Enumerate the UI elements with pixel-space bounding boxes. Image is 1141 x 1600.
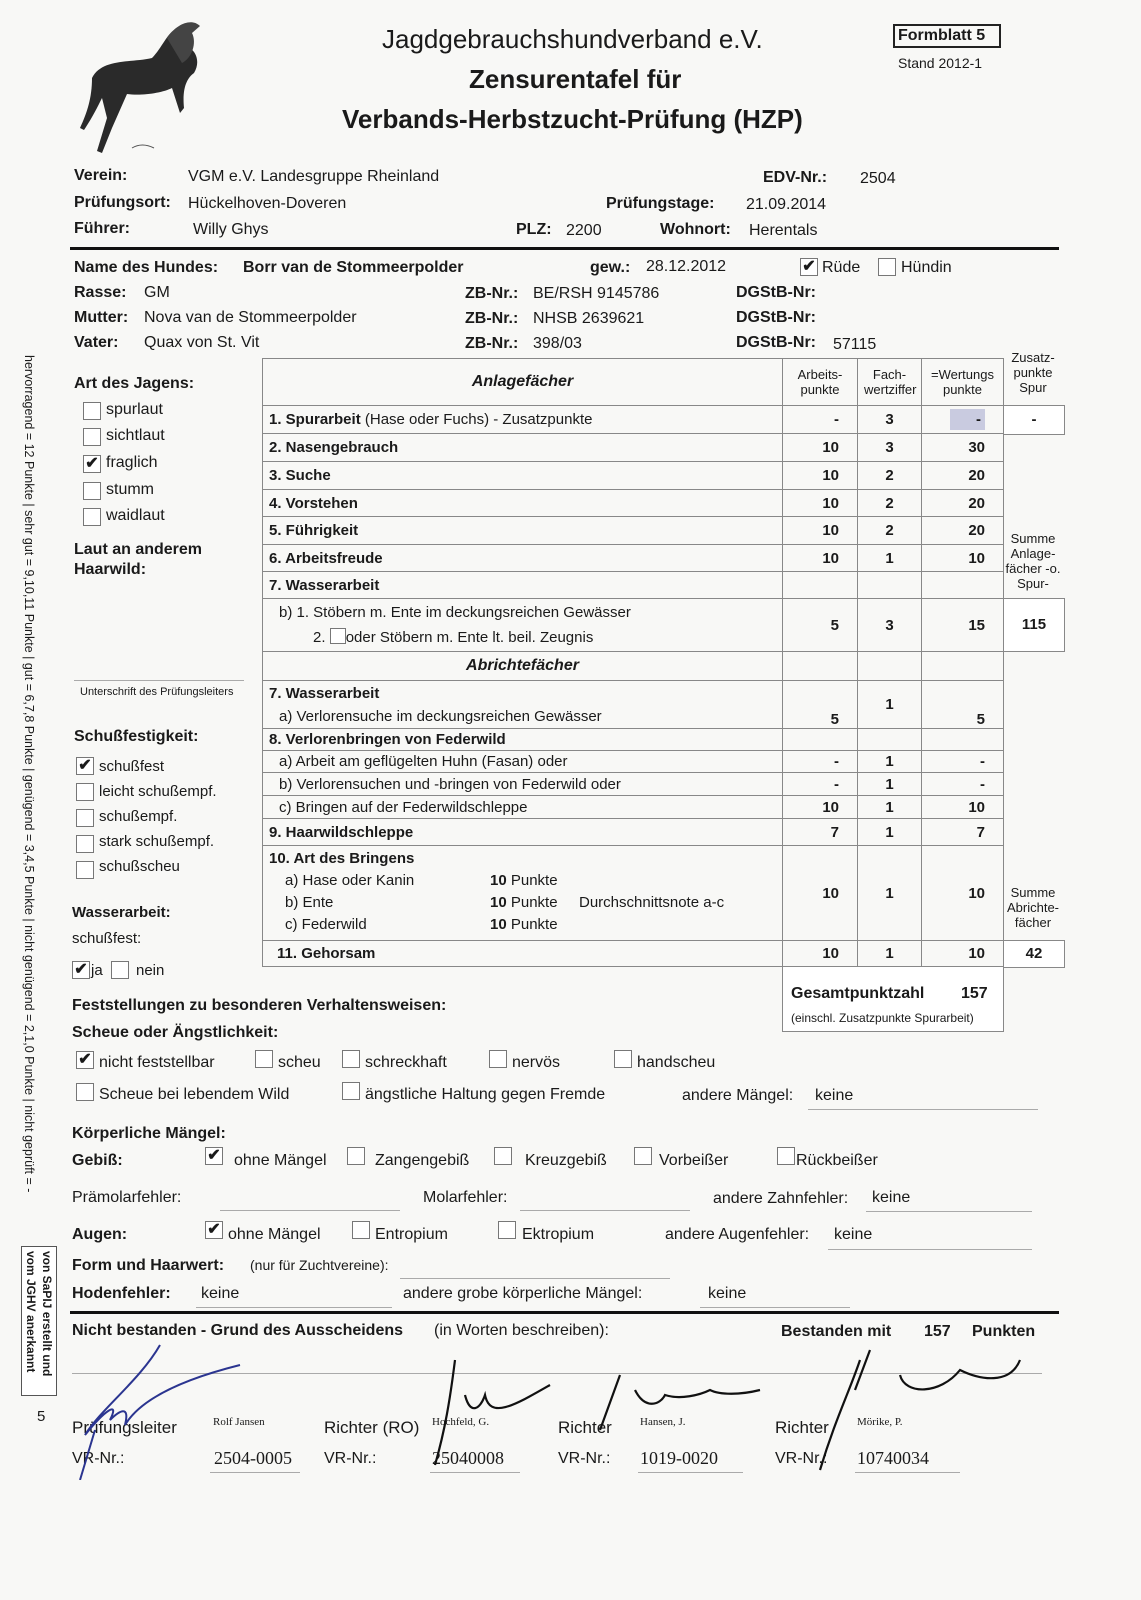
vorbeisser-checkbox[interactable]: [634, 1147, 652, 1165]
abrichte-heading: Abrichtefächer: [263, 652, 783, 681]
row-label: 3. Suche: [263, 462, 783, 490]
table-row: [263, 462, 1004, 490]
augen-label: Augen:: [72, 1226, 128, 1243]
cell-fw: 3: [858, 434, 922, 462]
gebiss-option: Zangengebiß: [375, 1152, 470, 1169]
cell-wp-highlight: -: [950, 409, 985, 430]
judge-name: Rolf Jansen: [213, 1416, 265, 1428]
col-wertungspunkte: =Wertungs punkte: [922, 359, 1004, 406]
table-row: [263, 729, 1004, 751]
gew-label: gew.:: [590, 259, 631, 276]
table-row: [263, 751, 1004, 773]
rasse-label: Rasse:: [74, 284, 127, 301]
ektropium-checkbox[interactable]: [498, 1221, 516, 1239]
aengstlich-checkbox[interactable]: [342, 1082, 360, 1100]
cell-ap: 10: [783, 490, 858, 517]
augen-ohne-checkbox[interactable]: ✔: [205, 1221, 223, 1239]
gesamt-value: 157: [961, 985, 988, 1002]
form-subtitle: Verbands-Herbstzucht-Prüfung (HZP): [342, 104, 803, 134]
tage-label: Prüfungstage:: [606, 195, 715, 212]
judge-name: Mörike, P.: [857, 1416, 903, 1428]
table-row: [263, 517, 1004, 545]
table-row: [263, 846, 1004, 941]
row-label: c) Bringen auf der Federwildschleppe: [263, 796, 783, 819]
cell-empty: [922, 652, 1004, 681]
vr-label: VR-Nr.:: [72, 1450, 125, 1467]
table-row: [263, 434, 1004, 462]
cell-wp: -: [922, 773, 1004, 796]
table-row: [263, 941, 1004, 967]
col-arbeitspunkte: Arbeits- punkte: [783, 359, 858, 406]
cell-wp: 15: [922, 599, 1004, 652]
judge-name: Hansen, J.: [640, 1416, 686, 1428]
art-fraglich-checkbox[interactable]: ✔: [83, 455, 101, 473]
cell-wp: 30: [922, 434, 1004, 462]
hoden-value: keine: [201, 1285, 240, 1302]
art-option: spurlaut: [106, 401, 163, 418]
scheue-title: Scheue oder Ängstlichkeit:: [72, 1024, 279, 1041]
nervoes-checkbox[interactable]: [489, 1050, 507, 1068]
cell-empty: [922, 572, 1004, 599]
zb-label: ZB-Nr.:: [465, 310, 519, 327]
scheue-wild-checkbox[interactable]: [76, 1083, 94, 1101]
plz-value: 2200: [566, 222, 602, 239]
item-unit: Punkte: [510, 916, 558, 933]
entropium-checkbox[interactable]: [352, 1221, 370, 1239]
bestanden-value: 157: [924, 1323, 951, 1340]
form-label: Form und Haarwert:: [72, 1257, 225, 1274]
row-label: [263, 846, 783, 941]
andere-maengel-value: keine: [815, 1087, 854, 1104]
row-title: 7. Wasserarbeit: [269, 684, 380, 702]
sapij-box: [21, 1246, 57, 1396]
scheu-checkbox[interactable]: [255, 1050, 273, 1068]
cell-empty: [783, 652, 858, 681]
vr-label: VR-Nr.:: [324, 1450, 377, 1467]
table-row: [263, 599, 1004, 652]
nein-label: nein: [136, 962, 165, 979]
schussfest-checkbox[interactable]: ✔: [76, 757, 94, 775]
bringen-item: [269, 914, 776, 936]
table-header: [263, 359, 1004, 406]
cell-fw: 1: [858, 545, 922, 572]
row-label: 5. Führigkeit: [263, 517, 783, 545]
table-row: [263, 406, 1004, 434]
cell-empty: [858, 652, 922, 681]
hoden-line: [196, 1307, 392, 1308]
cell-fw: 1: [858, 819, 922, 846]
verhalten-option: scheu: [278, 1054, 321, 1071]
nicht-bestanden-label: Nicht bestanden - Grund des Ausscheidens: [72, 1322, 404, 1339]
cell-fw: 1: [858, 681, 922, 729]
vr-label: VR-Nr.:: [775, 1450, 828, 1467]
schuss-option: schußempf.: [99, 808, 178, 825]
divider: [70, 1311, 1059, 1314]
andere-line: [808, 1109, 1038, 1110]
praemolar-label: Prämolarfehler:: [72, 1189, 182, 1206]
judge-vr: 25040008: [432, 1448, 504, 1468]
schussscheu-checkbox[interactable]: [76, 861, 94, 879]
verhalten-option: ängstliche Haltung gegen Fremde: [365, 1086, 606, 1103]
form-number: Formblatt 5: [893, 24, 1001, 48]
summe-abrichte-label: Summe Abrichte- fächer: [1006, 885, 1060, 930]
row-label: [263, 599, 783, 652]
ja-checkbox[interactable]: ✔: [72, 961, 90, 979]
cell-ap: 10: [783, 517, 858, 545]
verein-label: Verein:: [74, 167, 128, 184]
art-waidlaut-checkbox[interactable]: [83, 508, 101, 526]
cell-fw: 3: [858, 599, 922, 652]
col-fachwertziffer: Fach- wertziffer: [858, 359, 922, 406]
cell-fw: 1: [858, 796, 922, 819]
schuss-option: leicht schußempf.: [99, 783, 217, 800]
cell-wp: 20: [922, 490, 1004, 517]
sapij-line: vom JGHV anerkannt: [24, 1251, 38, 1373]
row-label: a) Arbeit am geflügelten Huhn (Fasan) oder: [263, 751, 783, 773]
schreckhaft-checkbox[interactable]: [342, 1050, 360, 1068]
andere-maengel-label: andere Mängel:: [682, 1087, 794, 1104]
huendin-checkbox[interactable]: [878, 258, 896, 276]
cell-fw: 2: [858, 462, 922, 490]
art-option: stumm: [106, 481, 154, 498]
summe-anlage-value: 115: [1003, 598, 1065, 652]
schuss-option: schußscheu: [99, 858, 180, 875]
art-stumm-checkbox[interactable]: [83, 482, 101, 500]
cell-ap: -: [783, 751, 858, 773]
augenfehler-value: keine: [834, 1226, 873, 1243]
gebiss-option: Rückbeißer: [796, 1152, 878, 1169]
row-num: 2.: [313, 629, 326, 646]
cell-wp: 10: [922, 941, 1004, 967]
signature-line: [74, 680, 244, 681]
hoden-label: Hodenfehler:: [72, 1285, 171, 1302]
gebiss-ohne-checkbox[interactable]: ✔: [205, 1147, 223, 1165]
dgstb-label: DGStB-Nr:: [736, 284, 816, 301]
page-number: 5: [37, 1408, 46, 1425]
cell-fw: 1: [858, 941, 922, 967]
nein-checkbox[interactable]: [111, 961, 129, 979]
cell-ap: 5: [783, 681, 858, 729]
praemolar-line: [220, 1210, 400, 1211]
art-sichtlaut-checkbox[interactable]: [83, 428, 101, 446]
cell-wp: 20: [922, 462, 1004, 490]
zahnfehler-line: [866, 1211, 1032, 1212]
gesamt-sub: (einschl. Zusatzpunkte Spurarbeit): [791, 1011, 974, 1025]
row-label: 6. Arbeitsfreude: [263, 545, 783, 572]
rasse-value: GM: [144, 284, 170, 301]
signatures: [60, 1340, 1040, 1480]
cell-ap: 10: [783, 846, 858, 941]
cell-fw: 1: [858, 846, 922, 941]
divider: [70, 247, 1059, 250]
cell-ap: -: [783, 406, 858, 434]
gew-value: 28.12.2012: [646, 258, 727, 275]
zeugnis-checkbox[interactable]: [330, 628, 346, 644]
grobe-label: andere grobe körperliche Mängel:: [403, 1285, 643, 1302]
leicht-checkbox[interactable]: [76, 783, 94, 801]
gebiss-option: Vorbeißer: [659, 1152, 729, 1169]
item-pts: 10: [490, 872, 507, 889]
cell-wp: -: [922, 751, 1004, 773]
form-line: [400, 1278, 670, 1279]
table-row: [263, 796, 1004, 819]
zb-rasse: BE/RSH 9145786: [533, 285, 660, 302]
nicht-feststellbar-checkbox[interactable]: ✔: [76, 1051, 94, 1069]
bestanden-label: Bestanden mit: [781, 1323, 892, 1340]
gesamt-box: [782, 966, 1004, 1032]
rueckbeisser-checkbox[interactable]: [777, 1147, 795, 1165]
durchschnitt-note: Durchschnittsnote a-c: [579, 894, 725, 911]
cell-empty: [858, 572, 922, 599]
cell-empty: [858, 729, 922, 751]
schuss-option: stark schußempf.: [99, 833, 215, 850]
art-spurlaut-checkbox[interactable]: [83, 402, 101, 420]
judge-name: Hochfeld, G.: [432, 1416, 490, 1428]
item-label: c) Federwild: [285, 916, 367, 933]
ja-label: ja: [91, 962, 103, 979]
bringen-item: [269, 870, 776, 892]
form-title: Zensurentafel für: [469, 64, 682, 94]
plz-label: PLZ:: [516, 221, 552, 238]
cell-ap: 5: [783, 599, 858, 652]
handscheu-checkbox[interactable]: [614, 1050, 632, 1068]
vater-label: Vater:: [74, 334, 119, 351]
row-title: 10. Art des Bringens: [269, 850, 415, 867]
row-label: 9. Haarwildschleppe: [263, 819, 783, 846]
schussempf-checkbox[interactable]: [76, 809, 94, 827]
zb-label: ZB-Nr.:: [465, 335, 519, 352]
verhalten-title: Feststellungen zu besonderen Verhaltensweisen:: [72, 997, 447, 1014]
judge-role: Richter: [558, 1418, 612, 1437]
item-pts: 10: [490, 894, 507, 911]
cell-empty: [922, 729, 1004, 751]
cell-ap: 10: [783, 462, 858, 490]
edv-value: 2504: [860, 170, 896, 187]
cell-ap: 10: [783, 796, 858, 819]
row-label: 8. Verlorenbringen von Federwild: [263, 729, 783, 751]
laut-title: Laut an anderem Haarwild:: [74, 541, 203, 578]
table-row: [263, 490, 1004, 517]
augen-option: Ektropium: [522, 1226, 595, 1243]
zb-vater: 398/03: [533, 335, 582, 352]
ruede-checkbox[interactable]: ✔: [800, 258, 818, 276]
cell-wp: 5: [922, 681, 1004, 729]
form-version: Stand 2012-1: [898, 55, 983, 71]
dgstb-label: DGStB-Nr:: [736, 334, 816, 351]
cell-ap: 7: [783, 819, 858, 846]
gesamt-label: Gesamtpunktzahl: [791, 985, 925, 1002]
fuehrer-value: Willy Ghys: [193, 221, 269, 238]
augenfehler-label: andere Augenfehler:: [665, 1226, 810, 1243]
cell-fw: 1: [858, 751, 922, 773]
mutter-label: Mutter:: [74, 309, 129, 326]
row-label: [263, 681, 783, 729]
cell-empty: [783, 572, 858, 599]
wasser-sub: schußfest:: [72, 930, 142, 947]
cell-wp: 20: [922, 517, 1004, 545]
judge-role: Richter: [775, 1418, 829, 1437]
anlage-heading: Anlagefächer: [263, 359, 783, 406]
row-line-text: oder Stöbern m. Ente lt. beil. Zeugnis: [345, 629, 594, 646]
zb-mutter: NHSB 2639621: [533, 310, 645, 327]
cell-ap: 10: [783, 545, 858, 572]
ruede-label: Rüde: [822, 259, 861, 276]
huendin-label: Hündin: [901, 259, 952, 276]
kreuzgebiss-checkbox[interactable]: [494, 1147, 512, 1165]
judge-vr: 1019-0020: [640, 1448, 718, 1468]
row-label: 2. Nasengebrauch: [263, 434, 783, 462]
cell-fw: 2: [858, 517, 922, 545]
table-row: [263, 773, 1004, 796]
augen-option: ohne Mängel: [228, 1226, 321, 1243]
wohnort-value: Herentals: [749, 222, 818, 239]
ort-value: Hückelhoven-Doveren: [188, 195, 347, 212]
gebiss-label: Gebiß:: [72, 1152, 123, 1169]
row-line: [269, 625, 776, 650]
cell-wp: 7: [922, 819, 1004, 846]
nicht-bestanden-sub: (in Worten beschreiben):: [434, 1322, 609, 1339]
art-title: Art des Jagens:: [74, 375, 195, 392]
row-label-bold: 1. Spurarbeit: [269, 411, 361, 428]
cell-ap: -: [783, 773, 858, 796]
verhalten-option: nicht feststellbar: [99, 1054, 215, 1071]
verhalten-option: handscheu: [637, 1054, 716, 1071]
vr-label: VR-Nr.:: [558, 1450, 611, 1467]
schuss-title: Schußfestigkeit:: [74, 728, 199, 745]
item-label: b) Ente: [285, 894, 334, 911]
schuss-option: schußfest: [99, 758, 165, 775]
verhalten-option: nervös: [512, 1054, 561, 1071]
molar-label: Molarfehler:: [423, 1189, 508, 1206]
ort-label: Prüfungsort:: [74, 194, 171, 211]
grobe-line: [700, 1307, 850, 1308]
cell-fw: 1: [858, 773, 922, 796]
row-line: b) 1. Stöbern m. Ente im deckungsreichen Gewässer: [279, 604, 631, 621]
augenfehler-line: [828, 1249, 1032, 1250]
fuehrer-label: Führer:: [74, 220, 130, 237]
verhalten-option: Scheue bei lebendem Wild: [99, 1086, 290, 1103]
row-label: 11. Gehorsam: [263, 941, 783, 967]
edv-label: EDV-Nr.:: [763, 169, 828, 186]
judge-role: Richter (RO): [324, 1418, 420, 1437]
sapij-line: von SaPIJ erstellt und: [40, 1251, 54, 1377]
unterschrift-label: Unterschrift des Prüfungsleiters: [80, 686, 234, 698]
zusatz-value: -: [1003, 405, 1065, 435]
dog-logo: [72, 18, 207, 158]
table-row: [263, 545, 1004, 572]
art-option: sichtlaut: [106, 427, 165, 444]
table-row: [263, 652, 1004, 681]
cell-ap: 10: [783, 434, 858, 462]
verein-value: VGM e.V. Landesgruppe Rheinland: [188, 168, 440, 185]
tage-value: 21.09.2014: [746, 196, 827, 213]
row-label: b) Verlorensuchen und -bringen von Federwild oder: [263, 773, 783, 796]
zusatz-heading: Zusatz- punkte Spur: [1011, 350, 1055, 395]
koerper-title: Körperliche Mängel:: [72, 1125, 226, 1142]
judge-vr: 10740034: [857, 1448, 929, 1468]
dgstb-vater: 57115: [833, 336, 877, 353]
judge-role: Prüfungsleiter: [72, 1418, 177, 1437]
mutter-value: Nova van de Stommeerpolder: [144, 309, 357, 326]
wasser-title: Wasserarbeit:: [72, 904, 171, 921]
table-row: [263, 819, 1004, 846]
row-label-rest: (Hase oder Fuchs) - Zusatzpunkte: [360, 411, 593, 428]
gebiss-option: Kreuzgebiß: [525, 1152, 607, 1169]
item-label: a) Hase oder Kanin: [285, 872, 415, 889]
scores-table: [262, 358, 1004, 967]
stark-checkbox[interactable]: [76, 835, 94, 853]
cell-fw: 2: [858, 490, 922, 517]
item-pts: 10: [490, 916, 507, 933]
gebiss-option: ohne Mängel: [234, 1152, 327, 1169]
item-unit: Punkte: [510, 872, 558, 889]
dgstb-label: DGStB-Nr:: [736, 309, 816, 326]
zangengebiss-checkbox[interactable]: [347, 1147, 365, 1165]
item-unit: Punkte: [510, 894, 558, 911]
grobe-value: keine: [708, 1285, 747, 1302]
cell-ap: 10: [783, 941, 858, 967]
row-label: [263, 406, 783, 434]
cell-wp: [922, 406, 1004, 434]
form-sub: (nur für Zuchtvereine):: [250, 1257, 389, 1273]
cell-wp: 10: [922, 545, 1004, 572]
art-option: fraglich: [106, 454, 158, 471]
augen-option: Entropium: [375, 1226, 448, 1243]
org-name: Jagdgebrauchshundverband e.V.: [382, 24, 763, 54]
scale-legend: hervorragend = 12 Punkte | sehr gut = 9,10,11 Punkte | gut = 6,7,8 Punkte | genügend = 3,4,5 Punkte | nicht genügend = 2,1,0 Punkte | nicht geprüft = -: [22, 355, 36, 1193]
summe-anlage-label: Summe Anlage- fächer -o. Spur-: [1005, 531, 1061, 591]
cell-wp: 10: [922, 846, 1004, 941]
row-label: 7. Wasserarbeit: [263, 572, 783, 599]
zb-label: ZB-Nr.:: [465, 285, 519, 302]
cell-empty: [783, 729, 858, 751]
table-row: [263, 681, 1004, 729]
summe-abrichte-value: 42: [1003, 940, 1065, 968]
molar-line: [520, 1210, 690, 1211]
dog-name-label: Name des Hundes:: [74, 259, 219, 276]
verhalten-option: schreckhaft: [365, 1054, 447, 1071]
art-option: waidlaut: [106, 507, 165, 524]
vater-value: Quax von St. Vit: [144, 334, 260, 351]
zahnfehler-value: keine: [872, 1189, 911, 1206]
wohnort-label: Wohnort:: [660, 221, 731, 238]
cell-wp: 10: [922, 796, 1004, 819]
judge-vr: 2504-0005: [214, 1448, 292, 1468]
zahnfehler-label: andere Zahnfehler:: [713, 1190, 849, 1207]
punkten-label: Punkten: [972, 1323, 1036, 1340]
table-row: [263, 572, 1004, 599]
cell-fw: 3: [858, 406, 922, 434]
row-label: 4. Vorstehen: [263, 490, 783, 517]
row-sub: a) Verlorensuche im deckungsreichen Gewässer: [279, 707, 602, 725]
dog-name-value: Borr van de Stommeerpolder: [243, 259, 464, 276]
